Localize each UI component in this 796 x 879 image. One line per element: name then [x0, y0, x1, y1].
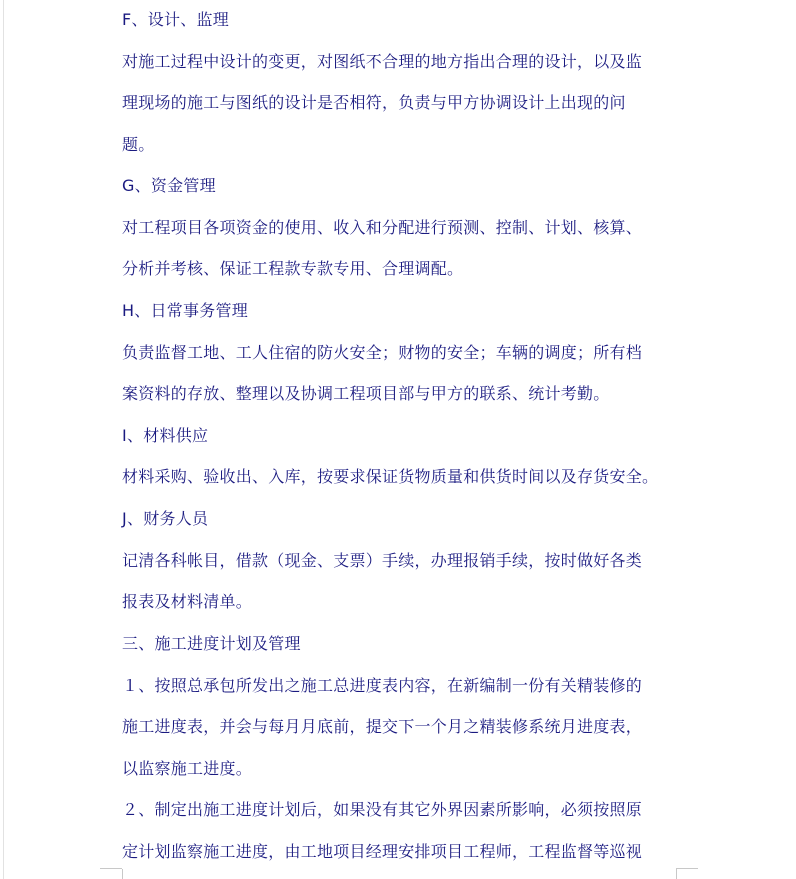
paragraph-line: 施工进度表，并会与每月月底前，提交下一个月之精装修系统月进度表， — [122, 717, 643, 736]
paragraph-line: 理现场的施工与图纸的设计是否相符，负责与甲方协调设计上出现的问 — [122, 93, 626, 112]
section-heading-schedule: 三、施工进度计划及管理 — [122, 634, 301, 653]
paragraph-line: 定计划监察施工进度，由工地项目经理安排项目工程师，工程监督等巡视 — [122, 842, 643, 861]
page-left-edge — [3, 0, 4, 879]
heading-j-finance-staff: J、财务人员 — [122, 509, 209, 528]
margin-corner-mark — [676, 868, 698, 869]
paragraph-line: 报表及材料清单。 — [122, 592, 253, 611]
heading-i-material-supply: I、材料供应 — [122, 426, 209, 445]
paragraph-line: １、按照总承包所发出之施工总进度表内容，在新编制一份有关精装修的 — [122, 676, 643, 695]
paragraph-line: 分析并考核、保证工程款专款专用、合理调配。 — [122, 259, 464, 278]
heading-h-daily-affairs: H、日常事务管理 — [122, 301, 249, 320]
paragraph-line: 对工程项目各项资金的使用、收入和分配进行预测、控制、计划、核算、 — [122, 218, 643, 237]
heading-f-design-supervision: F、设计、监理 — [122, 10, 229, 29]
paragraph-line: 对施工过程中设计的变更，对图纸不合理的地方指出合理的设计，以及监 — [122, 52, 643, 71]
paragraph-line: 以监察施工进度。 — [122, 759, 253, 778]
margin-corner-mark — [676, 869, 677, 879]
margin-corner-mark — [122, 869, 123, 879]
paragraph-line: 案资料的存放、整理以及协调工程项目部与甲方的联系、统计考勤。 — [122, 384, 610, 403]
paragraph-line: 材料采购、验收出、入库，按要求保证货物质量和供货时间以及存货安全。 — [122, 467, 659, 486]
paragraph-line: ２、制定出施工进度计划后，如果没有其它外界因素所影响，必须按照原 — [122, 800, 643, 819]
margin-corner-mark — [100, 868, 122, 869]
heading-g-fund-management: G、资金管理 — [122, 176, 216, 195]
paragraph-line: 题。 — [122, 135, 155, 154]
paragraph-line: 记清各科帐目，借款（现金、支票）手续，办理报销手续，按时做好各类 — [122, 551, 643, 570]
paragraph-line: 负责监督工地、工人住宿的防火安全；财物的安全；车辆的调度；所有档 — [122, 343, 643, 362]
